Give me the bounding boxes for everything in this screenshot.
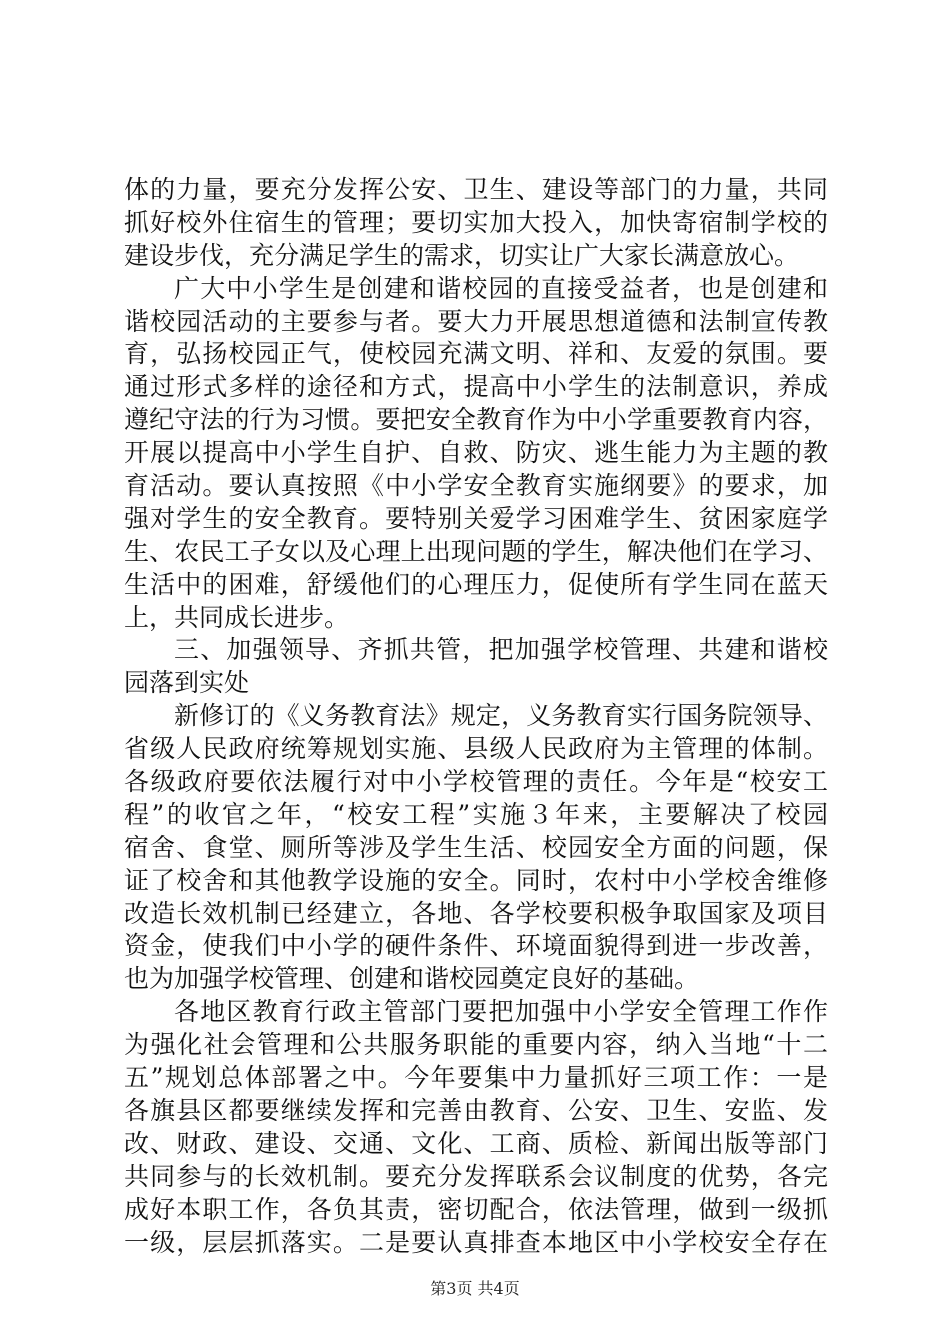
text-line: 改、财政、建设、交通、文化、工商、质检、新闻出版等部门 bbox=[124, 1128, 828, 1158]
text-line: 体的力量，要充分发挥公安、卫生、建设等部门的力量，共同 bbox=[124, 175, 828, 204]
text-line: 各旗县区都要继续发挥和完善由教育、公安、卫生、安监、发 bbox=[124, 1095, 828, 1125]
text-line: 各级政府要依法履行对中小学校管理的责任。今年是“校安工 bbox=[124, 767, 828, 797]
text-line: 一级，层层抓落实。二是要认真排查本地区中小学校安全存在 bbox=[124, 1227, 828, 1257]
text-line: 生活中的困难，舒缓他们的心理压力，促使所有学生同在蓝天 bbox=[124, 569, 828, 599]
text-line: 广大中小学生是创建和谐校园的直接受益者，也是创建和 bbox=[174, 273, 828, 303]
text-line: 程”的收官之年，“校安工程”实施３年来，主要解决了校园 bbox=[124, 799, 828, 829]
text-line: 为强化社会管理和公共服务职能的重要内容，纳入当地“十二 bbox=[124, 1030, 828, 1060]
text-line: 成好本职工作，各负其责，密切配合，依法管理，做到一级抓 bbox=[124, 1194, 828, 1224]
text-line: 建设步伐，充分满足学生的需求，切实让广大家长满意放心。 bbox=[124, 240, 800, 270]
text-line: 宿舍、食堂、厕所等涉及学生生活、校园安全方面的问题，保 bbox=[124, 832, 828, 862]
text-line: 各地区教育行政主管部门要把加强中小学安全管理工作作 bbox=[174, 997, 828, 1027]
text-line: 证了校舍和其他教学设施的安全。同时，农村中小学校舍维修 bbox=[124, 865, 828, 895]
page-footer: 第3页 共4页 bbox=[430, 1279, 520, 1298]
text-line: 改造长效机制已经建立，各地、各学校要积极争取国家及项目 bbox=[124, 898, 828, 928]
text-line: 生、农民工子女以及心理上出现问题的学生，解决他们在学习、 bbox=[124, 536, 828, 566]
text-line: 抓好校外住宿生的管理；要切实加大投入，加快寄宿制学校的 bbox=[124, 207, 828, 237]
text-line: 育活动。要认真按照《中小学安全教育实施纲要》的要求，加 bbox=[124, 471, 828, 501]
text-line: 五”规划总体部署之中。今年要集中力量抓好三项工作：一是 bbox=[124, 1063, 828, 1093]
text-line: 省级人民政府统筹规划实施、县级人民政府为主管理的体制。 bbox=[124, 734, 828, 764]
text-line: 谐校园活动的主要参与者。要大力开展思想道德和法制宣传教 bbox=[124, 306, 828, 336]
text-line: 三、加强领导、齐抓共管，把加强学校管理、共建和谐校 bbox=[174, 635, 828, 665]
text-line: 园落到实处 bbox=[124, 668, 250, 698]
text-line: 强对学生的安全教育。要特别关爱学习困难学生、贫困家庭学 bbox=[124, 503, 828, 533]
text-line: 遵纪守法的行为习惯。要把安全教育作为中小学重要教育内容， bbox=[124, 405, 828, 435]
text-line: 资金，使我们中小学的硬件条件、环境面貌得到进一步改善， bbox=[124, 931, 828, 961]
text-line: 共同参与的长效机制。要充分发挥联系会议制度的优势，各完 bbox=[124, 1161, 828, 1191]
text-line: 通过形式多样的途径和方式，提高中小学生的法制意识，养成 bbox=[124, 372, 828, 402]
text-line: 育，弘扬校园正气，使校园充满文明、祥和、友爱的氛围。要 bbox=[124, 339, 828, 369]
document-body bbox=[124, 174, 828, 1259]
text-line: 开展以提高中小学生自护、自救、防灾、逃生能力为主题的教 bbox=[124, 438, 828, 468]
text-line: 上，共同成长进步。 bbox=[124, 602, 350, 632]
text-line: 新修订的《义务教育法》规定，义务教育实行国务院领导、 bbox=[174, 701, 828, 731]
text-line: 也为加强学校管理、创建和谐校园奠定良好的基础。 bbox=[124, 964, 700, 994]
